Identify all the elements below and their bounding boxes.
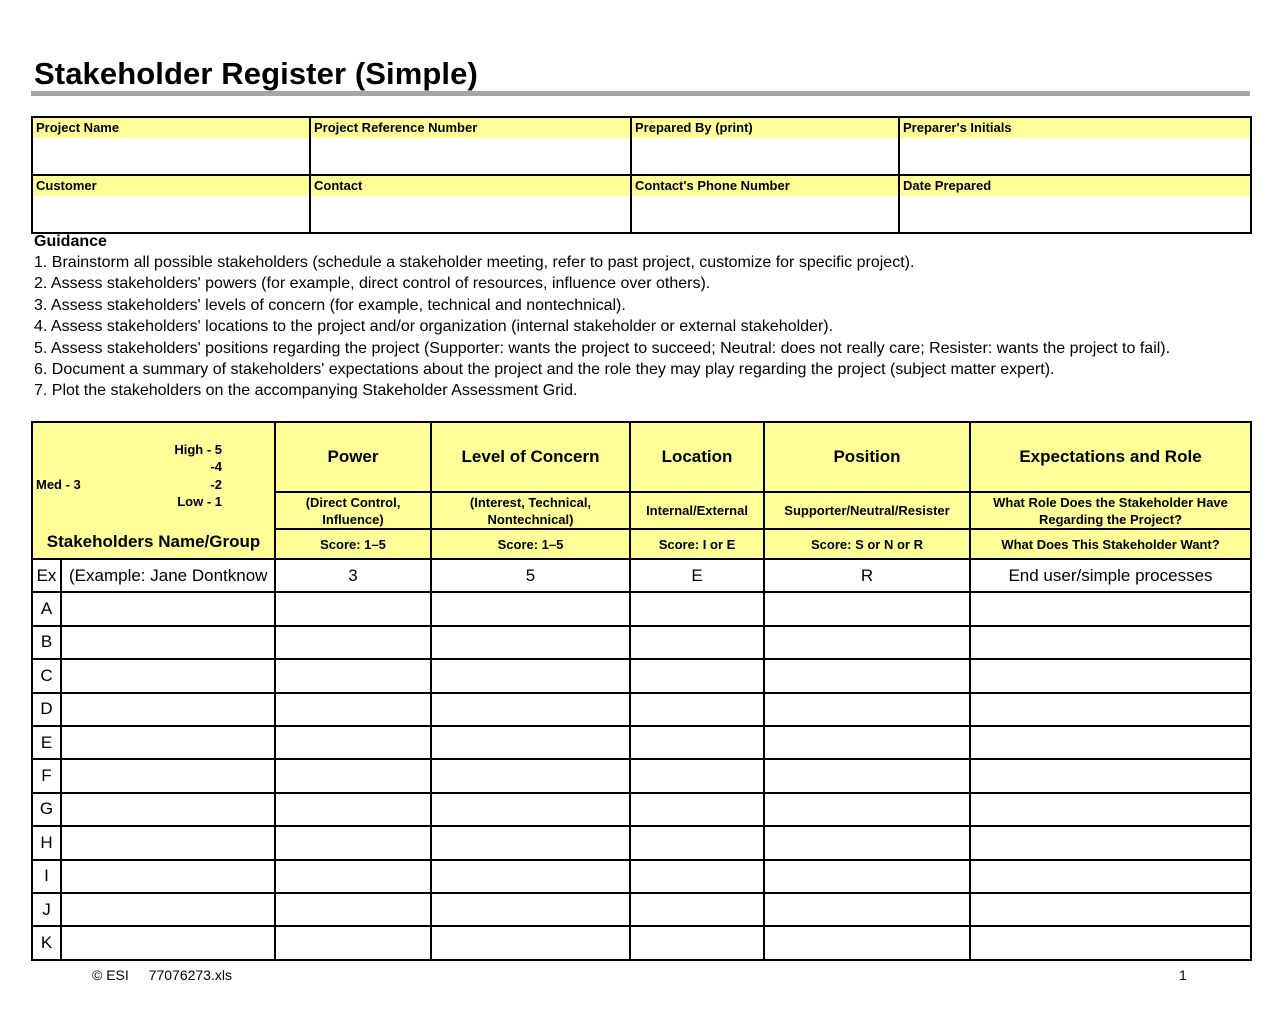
scale-low-label: Low - 1 [177,494,222,509]
concern-cell[interactable] [431,893,630,926]
row-id: C [32,659,61,692]
expectations-cell[interactable] [970,893,1251,926]
preparer-initials-field[interactable] [899,138,1251,175]
concern-cell[interactable] [431,693,630,726]
expectations-cell[interactable] [970,826,1251,859]
footer-page-number: 1 [1179,967,1187,983]
expectations-cell[interactable] [970,626,1251,659]
scale-4-label: -4 [210,459,222,474]
name-cell[interactable] [61,860,275,893]
power-cell[interactable] [275,826,431,859]
row-id: Ex [32,559,61,592]
preparer-initials-label: Preparer's Initials [899,117,1251,138]
power-cell[interactable] [275,626,431,659]
table-row [32,592,1251,625]
location-cell[interactable] [630,826,764,859]
name-cell[interactable] [61,726,275,759]
guidance-item: 3. Assess stakeholders' levels of concern (for example, technical and nontechnical). [34,296,626,314]
location-cell[interactable] [630,860,764,893]
name-cell[interactable] [61,693,275,726]
prepared-by-field[interactable] [631,138,899,175]
location-header: Location [630,422,764,492]
customer-label: Customer [32,175,310,196]
contact-field[interactable] [310,196,631,233]
power-cell[interactable] [275,592,431,625]
table-row [32,793,1251,826]
concern-subheader: (Interest, Technical, Nontechnical) [431,492,630,529]
power-score-header: Score: 1–5 [275,529,431,559]
location-cell[interactable] [630,626,764,659]
expectations-cell[interactable] [970,592,1251,625]
contact-phone-label: Contact's Phone Number [631,175,899,196]
stakeholder-name-header: Stakeholders Name/Group [46,532,261,551]
stakeholder-name-header-cell [32,422,275,559]
table-row [32,726,1251,759]
concern-cell[interactable] [431,592,630,625]
position-cell[interactable] [764,626,970,659]
power-cell[interactable] [275,759,431,792]
scale-2-label: -2 [210,477,222,492]
power-cell[interactable] [275,793,431,826]
row-id: D [32,693,61,726]
location-cell[interactable] [630,759,764,792]
location-cell[interactable] [630,659,764,692]
guidance-title: Guidance [34,233,107,250]
power-header: Power [275,422,431,492]
position-header: Position [764,422,970,492]
location-cell[interactable] [630,693,764,726]
concern-header: Level of Concern [431,422,630,492]
example-position-cell[interactable]: R [764,559,970,592]
power-cell[interactable] [275,726,431,759]
location-cell[interactable] [630,893,764,926]
table-row [32,926,1251,959]
example-power-cell[interactable]: 3 [275,559,431,592]
power-cell[interactable] [275,926,431,959]
power-subheader: (Direct Control, Influence) [275,492,431,529]
customer-field[interactable] [32,196,310,233]
title-divider [31,91,1250,96]
position-score-header: Score: S or N or R [764,529,970,559]
position-cell[interactable] [764,759,970,792]
row-id: H [32,826,61,859]
name-cell[interactable] [61,826,275,859]
row-id: I [32,860,61,893]
position-cell[interactable] [764,592,970,625]
guidance-section [34,232,1264,402]
guidance-item: 4. Assess stakeholders' locations to the project and/or organization (internal stakeholder or external stakeholder). [34,318,834,336]
project-info-table [31,116,1252,234]
table-row [32,893,1251,926]
footer-filename: 77076273.xls [148,967,232,983]
position-cell[interactable] [764,860,970,893]
example-location-cell[interactable]: E [630,559,764,592]
expectations-subheader: What Role Does the Stakeholder Have Regarding the Project? [970,492,1251,529]
example-expectations-cell[interactable]: End user/simple processes [970,559,1251,592]
position-cell[interactable] [764,726,970,759]
position-cell[interactable] [764,659,970,692]
footer-left [92,967,248,983]
table-row [32,659,1251,692]
table-row [32,626,1251,659]
contact-label: Contact [310,175,631,196]
name-cell[interactable] [61,926,275,959]
project-name-label: Project Name [32,117,310,138]
name-cell[interactable] [61,893,275,926]
concern-cell[interactable] [431,626,630,659]
position-cell[interactable] [764,926,970,959]
row-id: A [32,592,61,625]
expectations-cell[interactable] [970,926,1251,959]
scale-high-label: High - 5 [174,442,222,457]
expectations-score-header: What Does This Stakeholder Want? [970,529,1251,559]
table-row [32,759,1251,792]
stakeholder-register-table [31,421,1252,961]
expectations-cell[interactable] [970,793,1251,826]
position-cell[interactable] [764,893,970,926]
position-cell[interactable] [764,826,970,859]
name-cell[interactable] [61,759,275,792]
guidance-item: 2. Assess stakeholders' powers (for example, direct control of resources, influence over others). [34,275,711,293]
position-cell[interactable] [764,693,970,726]
guidance-item: 6. Document a summary of stakeholders' expectations about the project and the role they may play regarding the project (subject matter expert). [34,360,1055,378]
date-prepared-field[interactable] [899,196,1251,233]
concern-cell[interactable] [431,659,630,692]
contact-phone-field[interactable] [631,196,899,233]
project-reference-field[interactable] [310,138,631,175]
prepared-by-label: Prepared By (print) [631,117,899,138]
concern-cell[interactable] [431,759,630,792]
name-cell[interactable] [61,793,275,826]
scale-med-label: Med - 3 [36,477,81,492]
concern-cell[interactable] [431,926,630,959]
expectations-cell[interactable] [970,726,1251,759]
location-cell[interactable] [630,726,764,759]
project-reference-label: Project Reference Number [310,117,631,138]
example-concern-cell[interactable]: 5 [431,559,630,592]
location-score-header: Score: I or E [630,529,764,559]
name-cell[interactable] [61,592,275,625]
example-name-cell[interactable]: (Example: Jane Dontknow [61,559,275,592]
location-cell[interactable] [630,926,764,959]
row-id: B [32,626,61,659]
concern-cell[interactable] [431,793,630,826]
row-id: F [32,759,61,792]
concern-cell[interactable] [431,726,630,759]
row-id: G [32,793,61,826]
date-prepared-label: Date Prepared [899,175,1251,196]
expectations-cell[interactable] [970,860,1251,893]
power-cell[interactable] [275,860,431,893]
guidance-item: 1. Brainstorm all possible stakeholders (schedule a stakeholder meeting, refer to past project, customize for specific project). [34,254,915,271]
power-cell[interactable] [275,693,431,726]
guidance-item: 5. Assess stakeholders' positions regarding the project (Supporter: wants the project to succeed; Neutral: does not really care; Resister: wants the project to fail). [34,339,1171,357]
location-cell[interactable] [630,592,764,625]
expectations-header: Expectations and Role [970,422,1251,492]
page-title: Stakeholder Register (Simple) [34,56,478,91]
concern-score-header: Score: 1–5 [431,529,630,559]
table-row [32,693,1251,726]
position-subheader: Supporter/Neutral/Resister [764,492,970,529]
concern-cell[interactable] [431,826,630,859]
footer-copyright: © ESI [92,967,129,983]
name-cell[interactable] [61,659,275,692]
row-id: E [32,726,61,759]
example-row [32,559,1251,592]
concern-cell[interactable] [431,860,630,893]
expectations-cell[interactable] [970,759,1251,792]
location-subheader: Internal/External [630,492,764,529]
guidance-item: 7. Plot the stakeholders on the accompanying Stakeholder Assessment Grid. [34,382,578,400]
power-cell[interactable] [275,893,431,926]
expectations-cell[interactable] [970,693,1251,726]
expectations-cell[interactable] [970,659,1251,692]
name-cell[interactable] [61,626,275,659]
row-id: J [32,893,61,926]
location-cell[interactable] [630,793,764,826]
table-row [32,860,1251,893]
project-name-field[interactable] [32,138,310,175]
power-cell[interactable] [275,659,431,692]
row-id: K [32,926,61,959]
position-cell[interactable] [764,793,970,826]
table-row [32,826,1251,859]
